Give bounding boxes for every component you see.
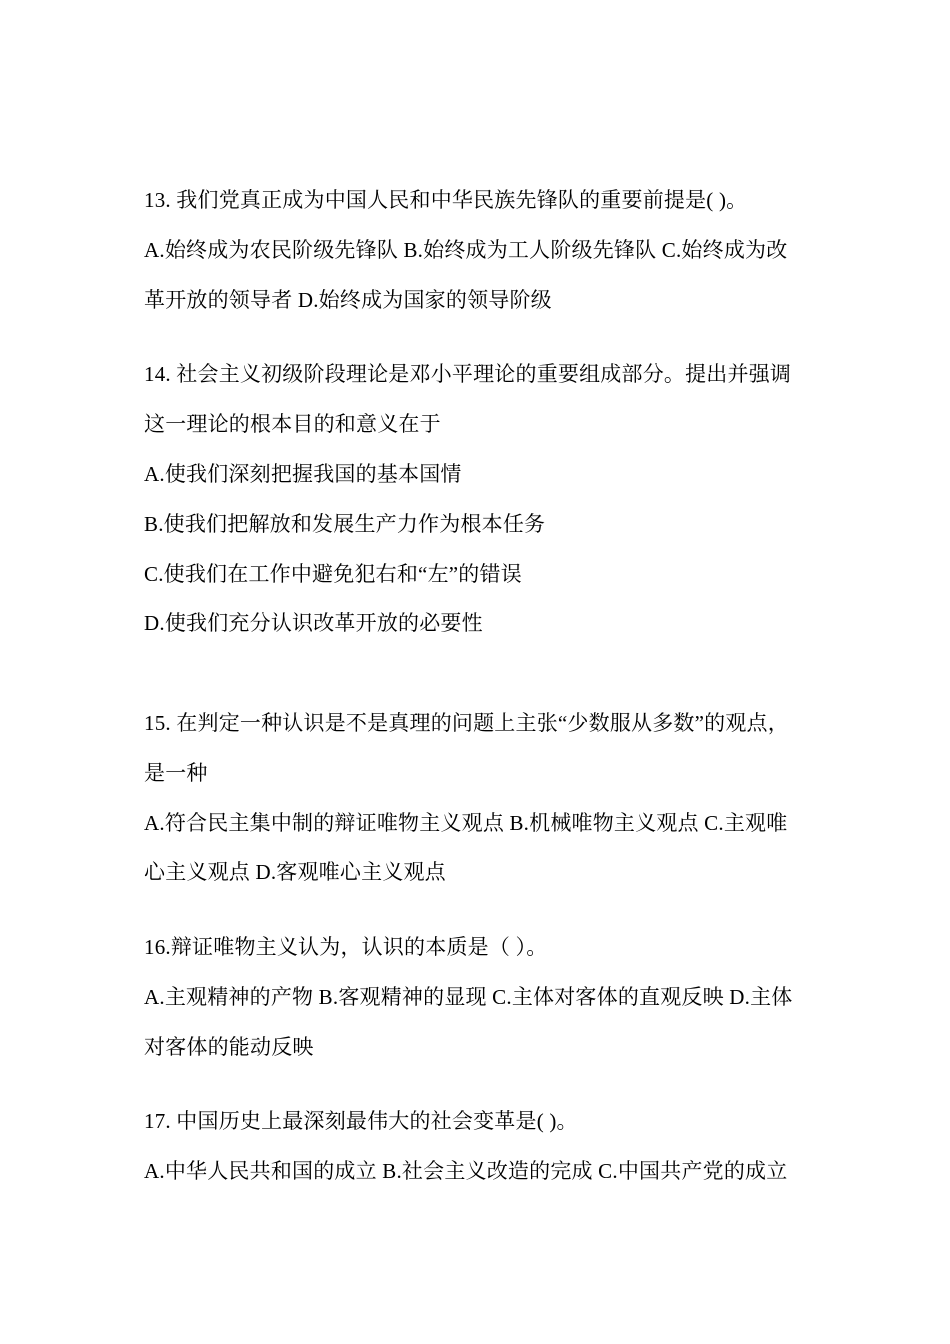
question-15-stem-line-1: 15. 在判定一种认识是不是真理的问题上主张“少数服从多数”的观点， xyxy=(144,711,789,735)
question-15-options-line-2: 心主义观点 D.客观唯心主义观点 xyxy=(144,860,446,884)
question-14-option-d: D.使我们充分认识改革开放的必要性 xyxy=(144,611,483,635)
question-16-stem: 16.辩证唯物主义认为，认识的本质是（ ）。 xyxy=(144,935,548,959)
question-14-stem-line-2: 这一理论的根本目的和意义在于 xyxy=(144,412,441,436)
question-14-option-a: A.使我们深刻把握我国的基本国情 xyxy=(144,462,462,486)
question-16-options-line-2: 对客体的能动反映 xyxy=(144,1035,314,1059)
question-13-options-line-1: A.始终成为农民阶级先锋队 B.始终成为工人阶级先锋队 C.始终成为改 xyxy=(144,238,788,262)
question-14-stem-line-1: 14. 社会主义初级阶段理论是邓小平理论的重要组成部分。提出并强调 xyxy=(144,362,792,386)
question-17-options-line-1: A.中华人民共和国的成立 B.社会主义改造的完成 C.中国共产党的成立 xyxy=(144,1159,788,1183)
question-13-stem: 13. 我们党真正成为中国人民和中华民族先锋队的重要前提是( )。 xyxy=(144,188,748,212)
question-17-stem: 17. 中国历史上最深刻最伟大的社会变革是( )。 xyxy=(144,1109,578,1133)
question-15-stem-line-2: 是一种 xyxy=(144,761,208,785)
question-14-option-c: C.使我们在工作中避免犯右和“左”的错误 xyxy=(144,562,522,586)
question-16-options-line-1: A.主观精神的产物 B.客观精神的显现 C.主体对客体的直观反映 D.主体 xyxy=(144,985,793,1009)
question-13-options-line-2: 革开放的领导者 D.始终成为国家的领导阶级 xyxy=(144,288,552,312)
question-15-options-line-1: A.符合民主集中制的辩证唯物主义观点 B.机械唯物主义观点 C.主观唯 xyxy=(144,811,788,835)
question-14-option-b: B.使我们把解放和发展生产力作为根本任务 xyxy=(144,512,546,536)
